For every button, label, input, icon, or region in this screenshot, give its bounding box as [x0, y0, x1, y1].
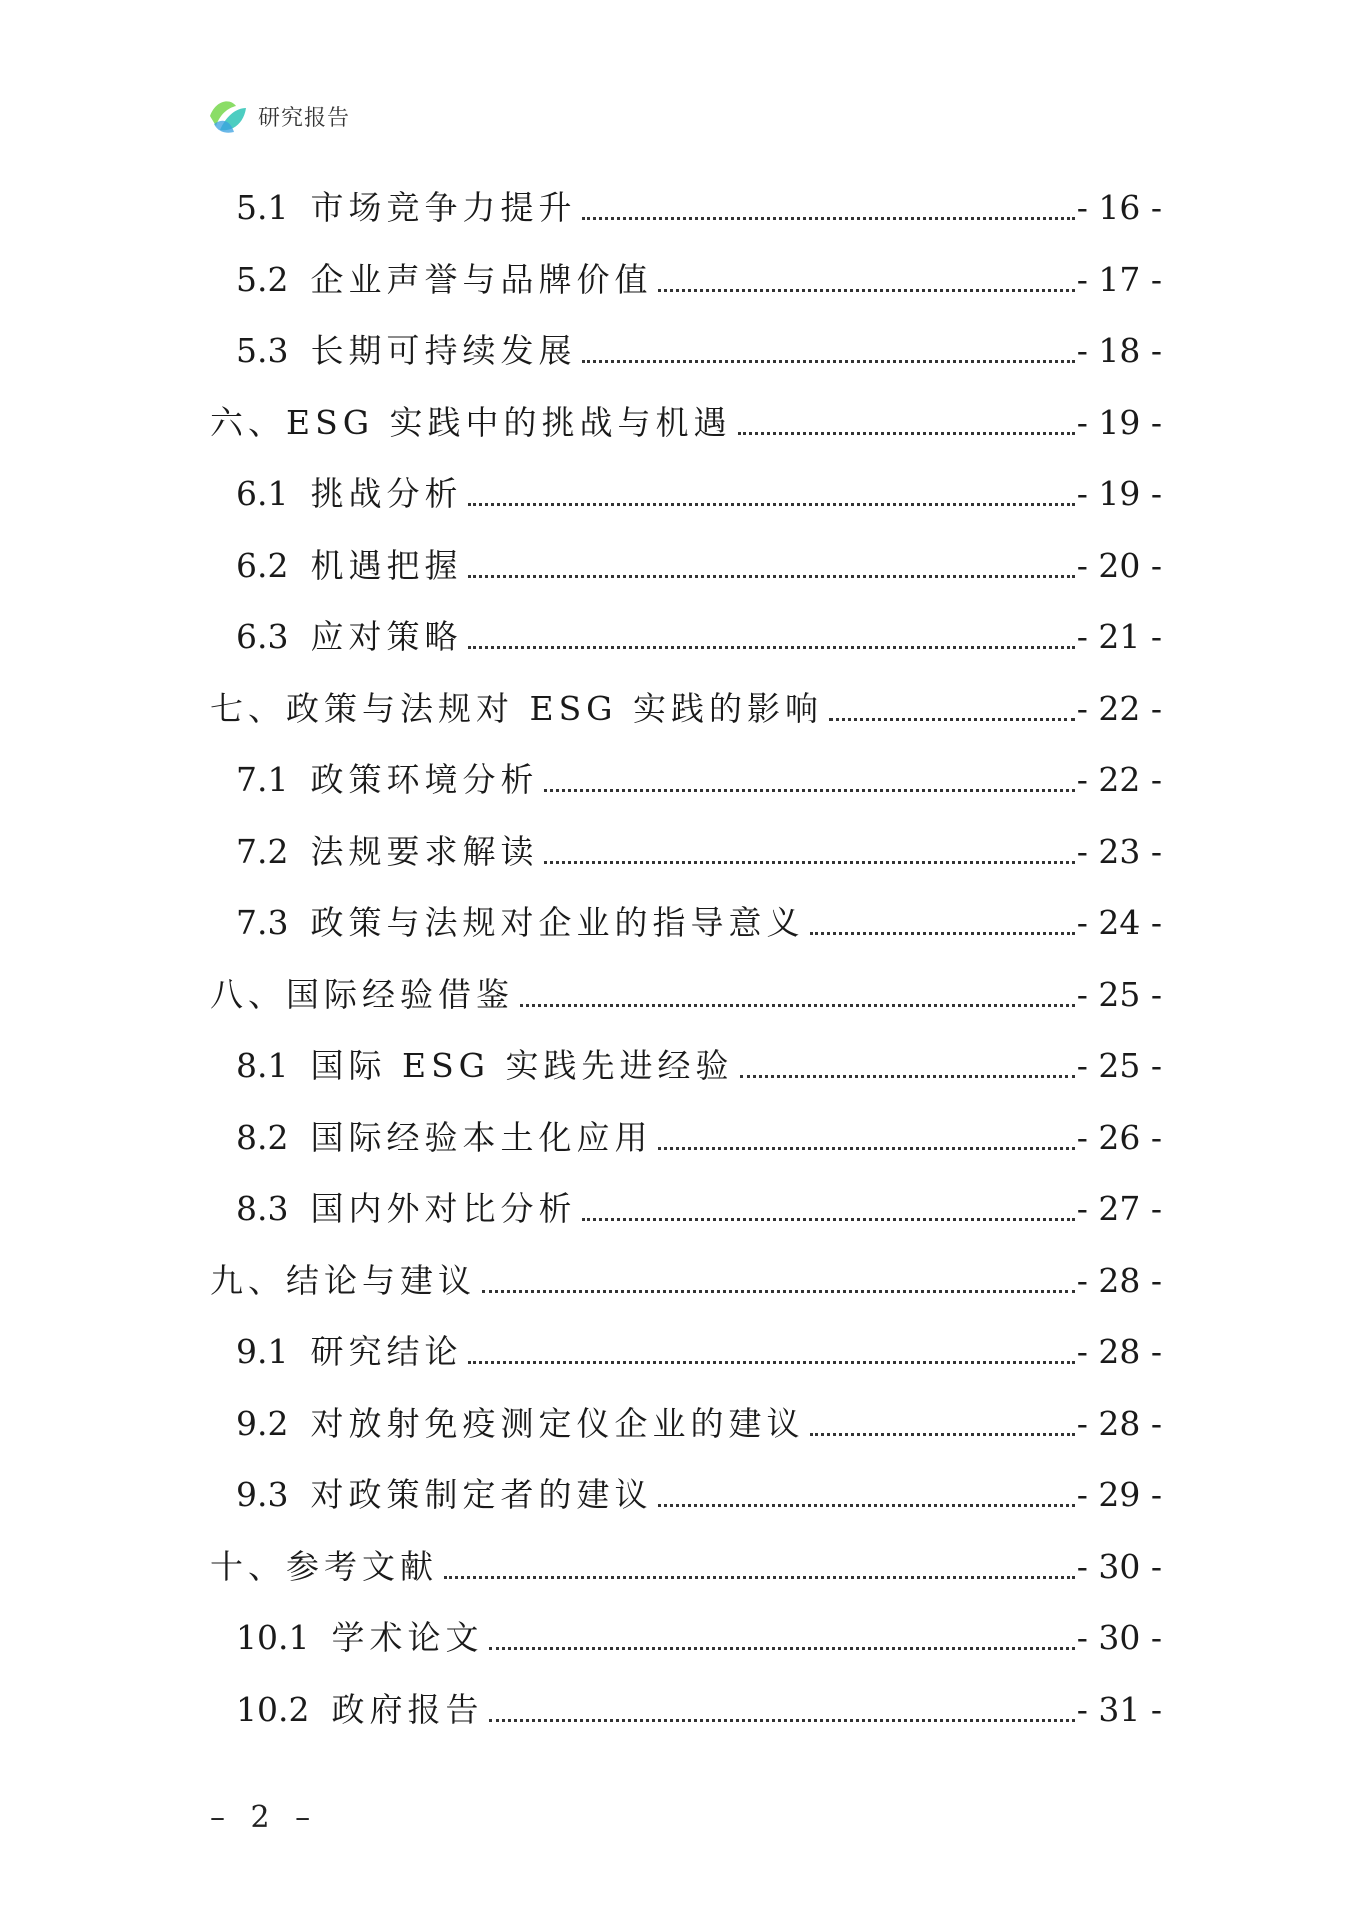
toc-section-entry[interactable] — [210, 1106, 1162, 1158]
toc-section-entry[interactable] — [210, 1606, 1162, 1658]
toc-entry-page: - 28 - — [1076, 1332, 1162, 1371]
toc-entry-page: - 23 - — [1076, 832, 1162, 871]
toc-entry-number: 6.1 — [236, 474, 289, 513]
toc-entry-title: 机遇把握 — [310, 546, 463, 585]
toc-entry-title: 企业声誉与品牌价值 — [310, 260, 653, 299]
toc-dot-leader — [468, 575, 1074, 578]
toc-entry-page: - 22 - — [1076, 689, 1162, 728]
toc-entry-number: 10.1 — [236, 1618, 310, 1657]
toc-section-entry[interactable] — [210, 1177, 1162, 1229]
toc-entry-page: - 28 - — [1076, 1404, 1162, 1443]
toc-entry-number: 5.2 — [236, 260, 289, 299]
toc-entry-title: 国内外对比分析 — [310, 1189, 577, 1228]
toc-entry-page: - 25 - — [1076, 975, 1162, 1014]
toc-entry-number: 9.2 — [236, 1404, 289, 1443]
toc-entry-number: 8.3 — [236, 1189, 289, 1228]
toc-dot-leader — [489, 1719, 1074, 1722]
toc-entry-number: 7.2 — [236, 832, 289, 871]
toc-dot-leader — [658, 289, 1074, 292]
toc-section-entry[interactable] — [210, 248, 1162, 300]
toc-entry-number: 8.2 — [236, 1118, 289, 1157]
toc-entry-number: 7.1 — [236, 760, 289, 799]
toc-entry-title: 对政策制定者的建议 — [310, 1475, 653, 1514]
toc-section-entry[interactable] — [210, 748, 1162, 800]
toc-section-entry[interactable] — [210, 1034, 1162, 1086]
toc-section-entry[interactable] — [210, 605, 1162, 657]
toc-entry-number: 6.2 — [236, 546, 289, 585]
toc-entry-number: 8.1 — [236, 1046, 289, 1085]
toc-section-entry[interactable] — [210, 1320, 1162, 1372]
toc-entry-number: 9.1 — [236, 1332, 289, 1371]
toc-dot-leader — [468, 503, 1074, 506]
toc-entry-page: - 27 - — [1076, 1189, 1162, 1228]
toc-entry-title: 八、国际经验借鉴 — [210, 975, 514, 1014]
toc-entry-page: - 22 - — [1076, 760, 1162, 799]
toc-entry-title: 法规要求解读 — [310, 832, 539, 871]
toc-entry-title: 七、政策与法规对 ESG 实践的影响 — [210, 689, 824, 728]
toc-dot-leader — [658, 1147, 1074, 1150]
toc-dot-leader — [738, 432, 1075, 435]
toc-dot-leader — [740, 1075, 1075, 1078]
toc-entry-title: 政府报告 — [331, 1690, 484, 1729]
toc-entry-number: 10.2 — [236, 1690, 310, 1729]
toc-section-entry[interactable] — [210, 891, 1162, 943]
toc-section-entry[interactable] — [210, 1678, 1162, 1730]
toc-entry-title: 国际经验本土化应用 — [310, 1118, 653, 1157]
leaf-logo-icon — [206, 96, 248, 136]
toc-dot-leader — [544, 789, 1074, 792]
page-header — [206, 96, 350, 136]
toc-chapter-entry[interactable] — [210, 963, 1162, 1015]
toc-entry-page: - 30 - — [1076, 1547, 1162, 1586]
toc-entry-title: 对放射免疫测定仪企业的建议 — [310, 1404, 805, 1443]
toc-entry-number: 7.3 — [236, 903, 289, 942]
toc-section-entry[interactable] — [210, 1463, 1162, 1515]
toc-dot-leader — [544, 861, 1074, 864]
toc-dot-leader — [520, 1004, 1075, 1007]
toc-entry-page: - 28 - — [1076, 1261, 1162, 1300]
toc-entry-page: - 25 - — [1076, 1046, 1162, 1085]
toc-entry-title: 十、参考文献 — [210, 1547, 438, 1586]
toc-section-entry[interactable] — [210, 319, 1162, 371]
toc-entry-title: 九、结论与建议 — [210, 1261, 476, 1300]
toc-entry-title: 长期可持续发展 — [310, 331, 577, 370]
toc-dot-leader — [482, 1290, 1075, 1293]
toc-entry-title: 研究结论 — [310, 1332, 463, 1371]
toc-dot-leader — [582, 360, 1074, 363]
toc-entry-page: - 19 - — [1076, 403, 1162, 442]
toc-entry-title: 政策与法规对企业的指导意义 — [310, 903, 805, 942]
toc-dot-leader — [810, 1433, 1074, 1436]
toc-entry-title: 六、ESG 实践中的挑战与机遇 — [210, 403, 732, 442]
toc-chapter-entry[interactable] — [210, 391, 1162, 443]
toc-dot-leader — [468, 1361, 1074, 1364]
toc-entry-number: 9.3 — [236, 1475, 289, 1514]
toc-dot-leader — [489, 1647, 1074, 1650]
toc-entry-page: - 24 - — [1076, 903, 1162, 942]
toc-entry-title: 政策环境分析 — [310, 760, 539, 799]
toc-entry-page: - 19 - — [1076, 474, 1162, 513]
toc-entry-title: 学术论文 — [331, 1618, 484, 1657]
toc-entry-page: - 29 - — [1076, 1475, 1162, 1514]
toc-entry-page: - 30 - — [1076, 1618, 1162, 1657]
toc-dot-leader — [658, 1504, 1074, 1507]
toc-section-entry[interactable] — [210, 462, 1162, 514]
toc-section-entry[interactable] — [210, 176, 1162, 228]
toc-section-entry[interactable] — [210, 534, 1162, 586]
toc-entry-title: 市场竞争力提升 — [310, 188, 577, 227]
toc-entry-page: - 18 - — [1076, 331, 1162, 370]
toc-dot-leader — [444, 1576, 1075, 1579]
toc-entry-page: - 21 - — [1076, 617, 1162, 656]
toc-chapter-entry[interactable] — [210, 677, 1162, 729]
toc-entry-page: - 17 - — [1076, 260, 1162, 299]
toc-dot-leader — [810, 932, 1074, 935]
toc-dot-leader — [582, 217, 1074, 220]
toc-section-entry[interactable] — [210, 1392, 1162, 1444]
page-number: – 2 – — [210, 1800, 319, 1835]
toc-dot-leader — [829, 718, 1075, 721]
toc-entry-page: - 31 - — [1076, 1690, 1162, 1729]
header-title: 研究报告 — [258, 105, 351, 131]
toc-entry-page: - 16 - — [1076, 188, 1162, 227]
toc-entry-page: - 20 - — [1076, 546, 1162, 585]
toc-entry-number: 5.3 — [236, 331, 289, 370]
toc-entry-title: 应对策略 — [310, 617, 463, 656]
toc-entry-number: 6.3 — [236, 617, 289, 656]
toc-entry-page: - 26 - — [1076, 1118, 1162, 1157]
toc-chapter-entry[interactable] — [210, 1249, 1162, 1301]
toc-dot-leader — [582, 1218, 1074, 1221]
toc-dot-leader — [468, 646, 1074, 649]
toc-section-entry[interactable] — [210, 820, 1162, 872]
toc-entry-title: 国际 ESG 实践先进经验 — [310, 1046, 734, 1085]
toc-entry-number: 5.1 — [236, 188, 289, 227]
toc-entry-title: 挑战分析 — [310, 474, 463, 513]
toc-chapter-entry[interactable] — [210, 1535, 1162, 1587]
